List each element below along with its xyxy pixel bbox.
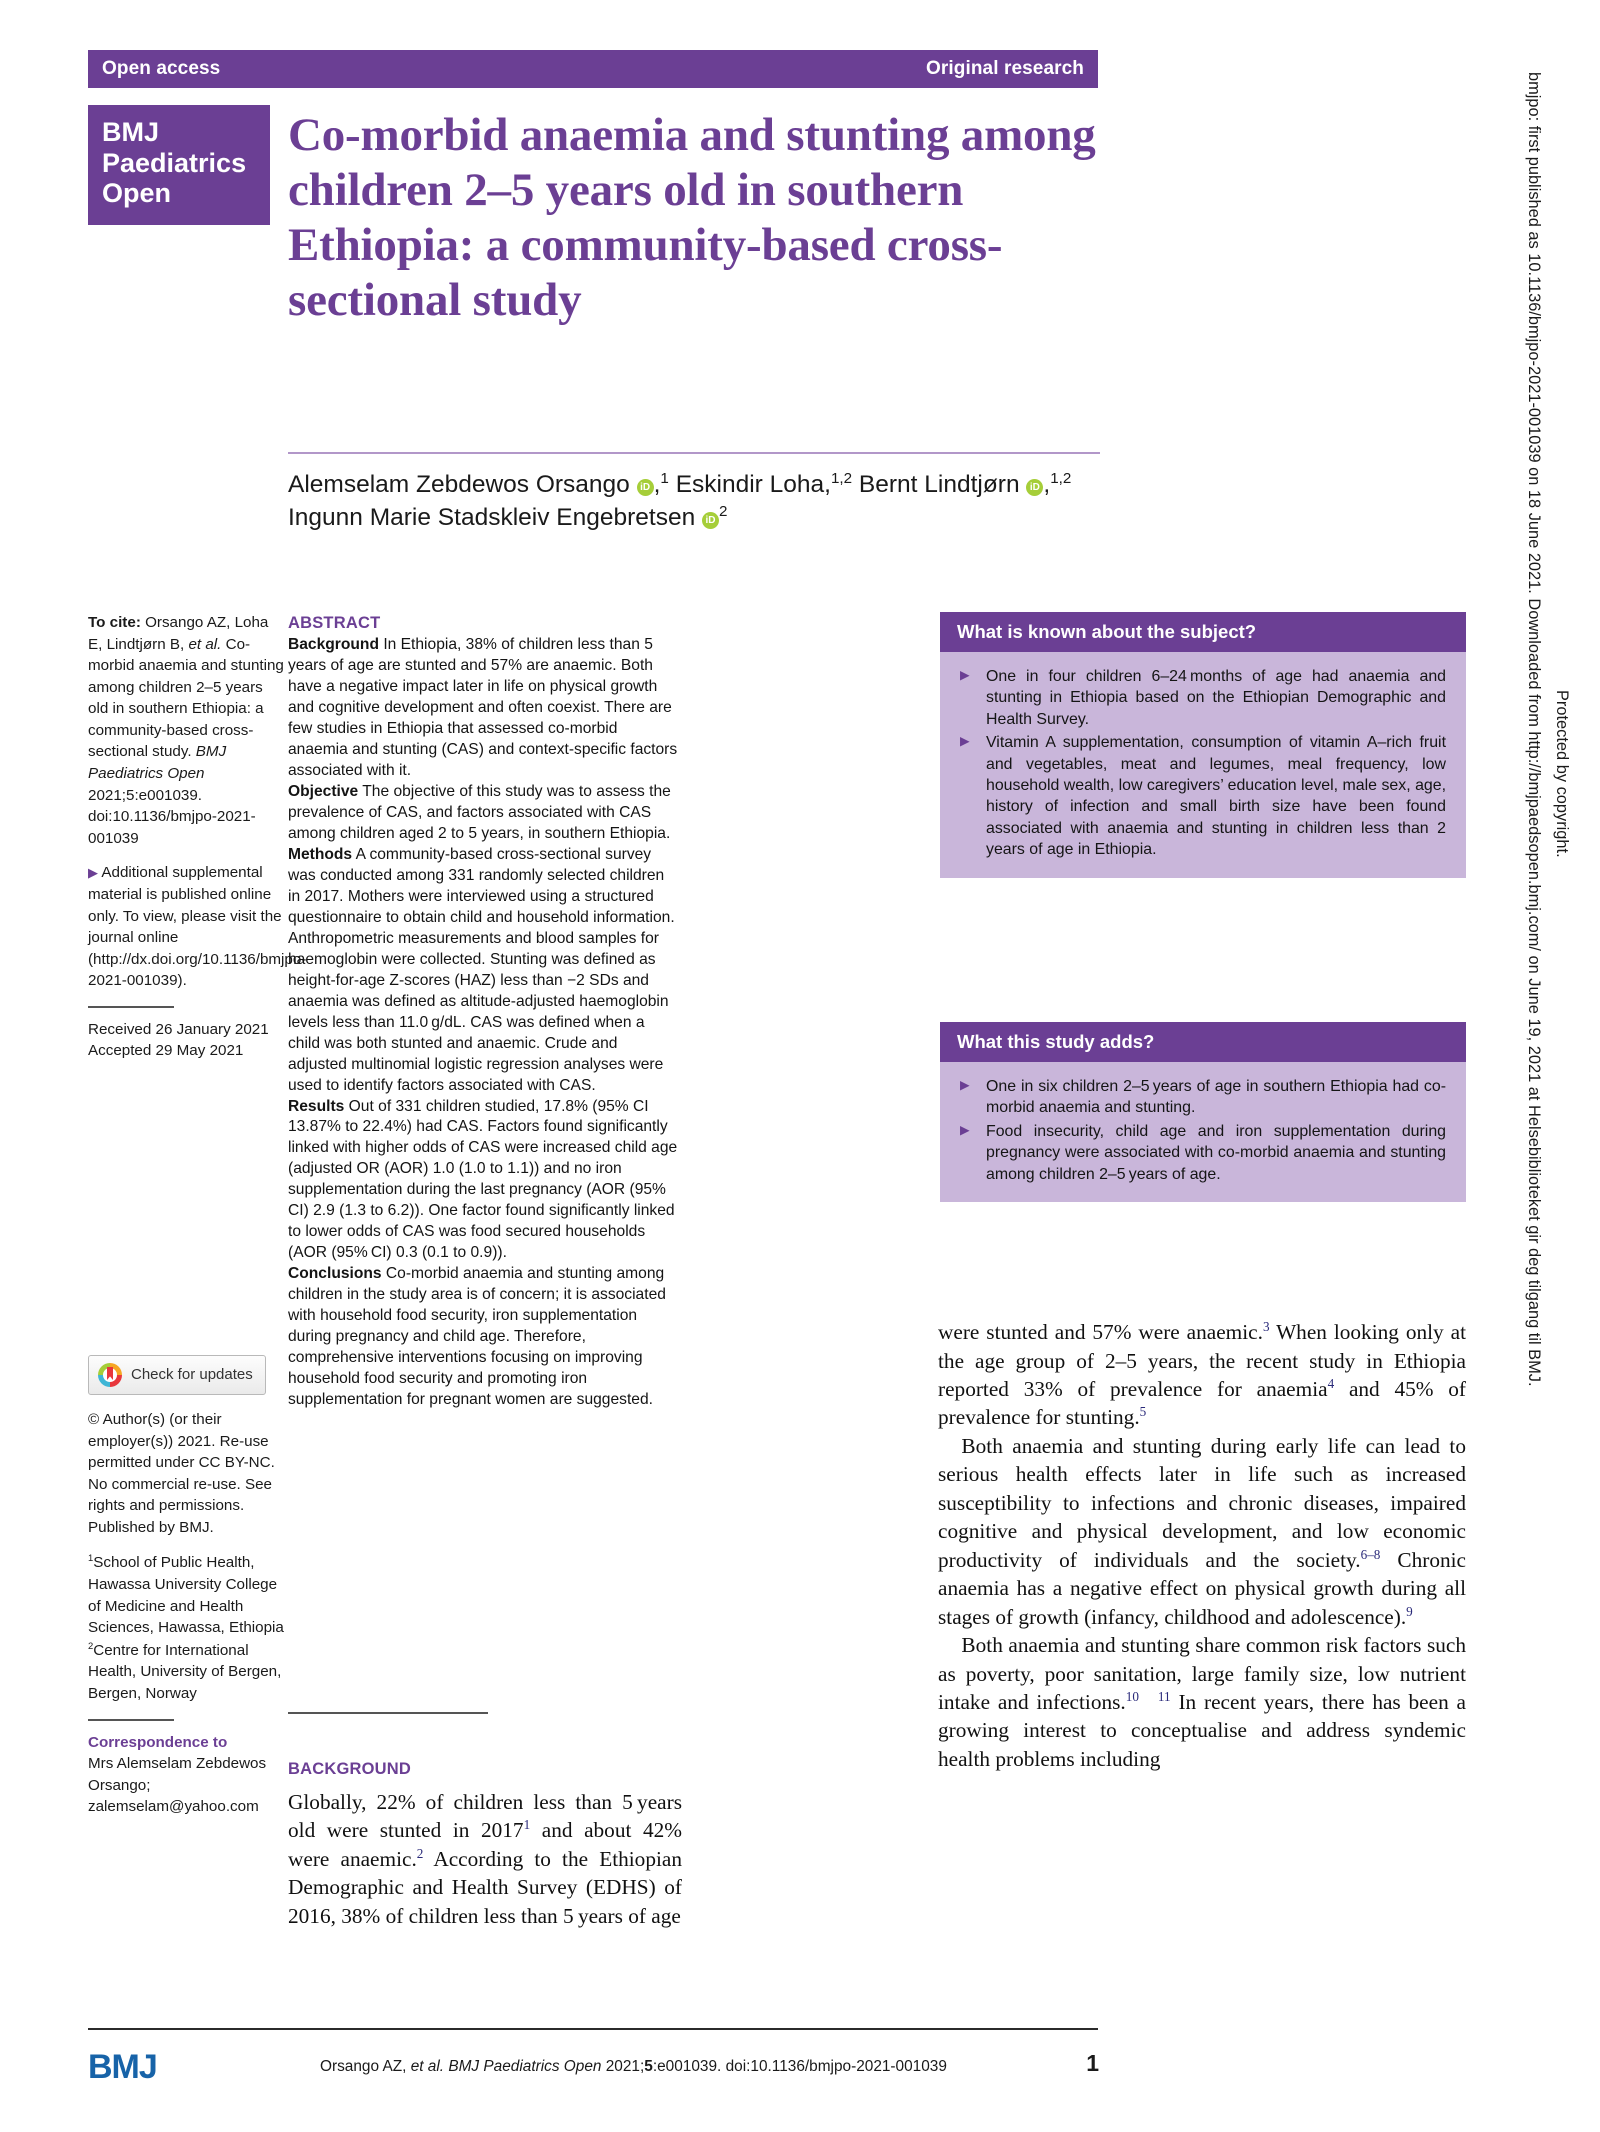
abstract-text-background: In Ethiopia, 38% of children less than 5 years of age are stunted and 57% are anaemic. Both have a negative impact later in life on physical growth and cognitive development and often coexist. There are few studies in Ethiopia that assessed co-morbid anaemia and stunting (CAS) and context-specific factors associated with it. [288,636,678,779]
footer-citation [320,2058,947,2076]
background-heading: BACKGROUND [288,1760,411,1778]
abstract-text-methods: A community-based cross-sectional survey was conducted among 331 randomly selected children in 2017. Mothers were interviewed using a structured questionnaire to obtain child and household information. Anthropometric measurements and blood samples for haemoglobin were collected. Stunting was defined as height-for-age Z-scores (HAZ) less than −2 SDs and anaemia was defined as altitude-adjusted haemoglobin levels less than 11.0 g/dL. CAS was defined when a child was both stunted and anaemic. Crude and adjusted multinomial logistic regression analyses were used to identify factors associated with CAS. [288,845,675,1094]
abstract-text-conclusions: Co-morbid anaemia and stunting among children in the study area is of concern; it is associated with household food security, iron supplementation during pregnancy and child age. Therefore, comprehensive interventions focusing on improving household food security and promoting iron supplementation for pregnant women are suggested. [288,1265,666,1409]
check-for-updates-label: Check for updates [131,1366,253,1384]
body-p3-a: Both anaemia and stunting share common risk factors such as poverty, poor sanitation, large family size, low nutrient intake and infections. [938,1633,1466,1715]
abstract-section [288,612,680,1411]
check-for-updates-button[interactable] [88,1355,266,1395]
page-number: 1 [1086,2050,1099,2076]
crossmark-icon [98,1363,122,1387]
key-box-known-title: What is known about the subject? [940,612,1466,652]
author-sep-1: , [653,471,661,498]
abstract-label-results: Results [288,1097,345,1115]
orcid-icon[interactable]: iD [637,479,654,496]
supplemental-text[interactable]: Additional supplemental material is published online only. To view, please visit the journal online (http://dx.doi.org/10.1136/bmjpo-2021-001039). [88,864,307,990]
article-type-label: Original research [926,58,1084,79]
bmj-logo: BMJ [88,2048,157,2086]
body-ref-10-11[interactable]: 10 11 [1125,1688,1171,1704]
key-box-known-body [940,652,1466,878]
author-name-2: Eskindir Loha, [675,471,831,498]
author-sep-3: , [1043,471,1051,498]
footer-cite-journal: BMJ Paediatrics Open [448,2058,602,2075]
list-item: ▶ One in four children 6–24 months of age had anaemia and stunting in Ethiopia based on the Ethiopian Demographic and Health Survey. [960,666,1446,730]
bullet-triangle-icon: ▶ [88,865,98,881]
body-ref-4[interactable]: 4 [1327,1375,1335,1391]
sidebar [88,612,307,1831]
logo-line-3: Open [102,178,172,208]
affil-sup-1: 1 [88,1552,94,1564]
background-text-a: Globally, 22% of children less than 5 years old were stunted in 2017 [288,1790,682,1843]
abstract-heading: ABSTRACT [288,614,381,632]
body-ref-3[interactable]: 3 [1262,1319,1270,1334]
open-access-label: Open access [102,58,221,79]
abstract-results [288,1097,680,1265]
margin-provenance-text: bmjpo: first published as 10.1136/bmjpo-2021-001039 on 18 June 2021. Downloaded from http://bmjpaedsopen.bmj.com/ on June 19, 2021 at Helsebiblioteket gir deg tilgang til BMJ. [1525,72,1543,1387]
author-name-1: Alemselam Zebdewos Orsango [288,471,630,498]
abstract-background [288,635,680,782]
citation-block [88,612,284,849]
citation-etal: et al. [188,635,222,653]
body-paragraph-1 [938,1318,1466,1432]
sidebar-spacer [88,1075,284,1355]
footer-cite-b: 2021; [601,2058,645,2075]
access-bar [88,50,1098,88]
abstract-objective [288,782,680,845]
received-date: Received 26 January 2021 [88,1020,269,1038]
key-box-adds-list [960,1076,1446,1185]
article-title: Co-morbid anaemia and stunting among children 2–5 years old in southern Ethiopia: a community-based cross-sectional study [288,109,1096,326]
orcid-icon[interactable]: iD [702,512,719,529]
correspondence-text[interactable]: Mrs Alemselam Zebdewos Orsango; zalemselam@yahoo.com [88,1755,267,1816]
background-ref-2[interactable]: 2 [416,1845,424,1861]
list-item: ▶ Vitamin A supplementation, consumption of vitamin A–rich fruit and vegetables, meat and legumes, meal frequency, low household wealth, low caregivers’ education level, male sex, age, history of infection and small birth size have been found associated with anaemia and stunting in children less than 2 years of age in Ethiopia. [960,732,1446,860]
abstract-text-results: Out of 331 children studied, 17.8% (95% CI 13.87% to 22.4%) had CAS. Factors found significantly linked with higher odds of CAS were increased child age (adjusted OR (AOR) 1.0 (1.0 to 1.1)) and no iron supplementation during the last pregnancy (AOR (95% CI) 2.9 (1.3 to 6.2)). One factor found significantly linked to lower odds of CAS was food secured households (AOR (95% CI) 0.3 (0.1 to 0.9)). [288,1097,678,1262]
body-ref-6-8[interactable]: 6–8 [1360,1546,1381,1562]
key-box-known [940,612,1466,878]
affiliation-1 [88,1551,284,1638]
key-box-adds-title: What this study adds? [940,1022,1466,1062]
author-name-4: Ingunn Marie Stadskleiv Engebretsen [288,504,696,532]
body-ref-5[interactable]: 5 [1139,1404,1147,1420]
abstract-methods [288,845,680,1097]
affiliation-2 [88,1639,284,1705]
body-p1-c: and 45% of prevalence for stunting. [938,1377,1467,1430]
author-affil-sup-4: 2 [719,502,728,520]
abstract-divider [288,1712,488,1714]
abstract-label-background: Background [288,636,379,654]
body-column-right [938,1318,1466,1773]
list-item: ▶ Food insecurity, child age and iron supplementation during pregnancy were associated with co-morbid anaemia and stunting among children 2–5 years of age. [960,1121,1446,1185]
journal-logo [88,105,270,225]
body-p3-b: In recent years, there has been a growing interest to conceptualise and address syndemic health problems including [938,1690,1467,1771]
body-ref-9[interactable]: 9 [1406,1603,1413,1619]
background-paragraph [288,1788,682,1930]
abstract-label-methods: Methods [288,845,353,863]
key-box-adds [940,1022,1466,1202]
citation-doi: 2021;5:e001039. doi:10.1136/bmjpo-2021-001039 [88,786,256,847]
citation-authors: Orsango AZ, Loha E, Lindtjørn B, [88,614,269,653]
abstract-label-conclusions: Conclusions [288,1265,382,1283]
author-affil-sup-2: 1,2 [830,469,853,487]
body-paragraph-2 [938,1432,1466,1631]
abstract-label-objective: Objective [288,782,359,800]
background-text-c: According to the Ethiopian Demographic and Health Survey (EDHS) of 2016, 38% of children less than 5 years of age [288,1847,682,1928]
footer-cite-a: Orsango AZ, [320,2058,411,2075]
list-item: ▶ One in six children 2–5 years of age in southern Ethiopia had co-morbid anaemia and stunting. [960,1076,1446,1119]
correspondence-label: Correspondence to [88,1733,228,1751]
key-box-known-list [960,666,1446,861]
orcid-icon[interactable]: iD [1026,479,1043,496]
footer-cite-etal: et al. [410,2058,449,2075]
body-paragraph-3 [938,1631,1466,1773]
body-p2-b: Chronic anaemia has a negative effect on physical growth during all stages of growth (infancy, childhood and adolescence). [938,1547,1466,1629]
citation-title: Co-morbid anaemia and stunting among children 2–5 years old in southern Ethiopia: a community-based cross-sectional study. [88,635,284,761]
body-p2-a: Both anaemia and stunting during early life can lead to serious health effects later in life such as increased susceptibility to infections and chronic diseases, impaired cognitive and physical development, and low economic productivity of individuals and the society. [938,1433,1466,1572]
logo-line-1: BMJ [102,117,160,147]
author-divider [288,452,1100,454]
background-ref-1[interactable]: 1 [523,1817,531,1833]
abstract-conclusions [288,1264,680,1411]
author-affil-sup-3: 1,2 [1050,469,1072,487]
abstract-text-objective: The objective of this study was to assess the prevalence of CAS, and factors associated with CAS among children aged 2 to 5 years, in southern Ethiopia. [288,782,671,842]
affil-sup-2: 2 [88,1639,94,1651]
footer-cite-c: :e001039. doi:10.1136/bmjpo-2021-001039 [652,2058,947,2075]
copyright-text: © Author(s) (or their employer(s)) 2021. Re-use permitted under CC BY-NC. No commercial re-use. See rights and permissions. Published by BMJ. [88,1410,275,1536]
affil-text-2: Centre for International Health, University of Bergen, Bergen, Norway [88,1641,282,1703]
body-p1-a: were stunted and 57% were anaemic. [938,1320,1263,1345]
author-list [288,468,1118,534]
logo-line-2: Paediatrics [102,147,247,178]
sidebar-divider-1 [88,1006,174,1008]
footer-cite-vol: 5 [644,2058,653,2075]
citation-journal: BMJ Paediatrics Open [88,743,227,783]
footer-divider [88,2028,1098,2030]
accepted-date: Accepted 29 May 2021 [88,1042,244,1060]
correspondence-block [88,1732,284,1818]
to-cite-label: To cite: [88,614,141,631]
key-box-adds-body [940,1062,1466,1202]
sidebar-divider-2 [88,1719,174,1721]
author-name-3: Bernt Lindtjørn [858,471,1020,498]
margin-copyright-text: Protected by copyright. [1553,690,1571,858]
affil-text-1: School of Public Health, Hawassa University College of Medicine and Health Sciences, Hawassa, Ethiopia [88,1554,284,1637]
author-affil-sup-1: 1 [660,469,669,487]
body-p1-b: When looking only at the age group of 2–5 years, the recent study in Ethiopia reported 33% of prevalence for anaemia [938,1320,1466,1402]
supplemental-note [88,862,307,991]
background-text-b: and about 42% were anaemic. [288,1818,682,1872]
